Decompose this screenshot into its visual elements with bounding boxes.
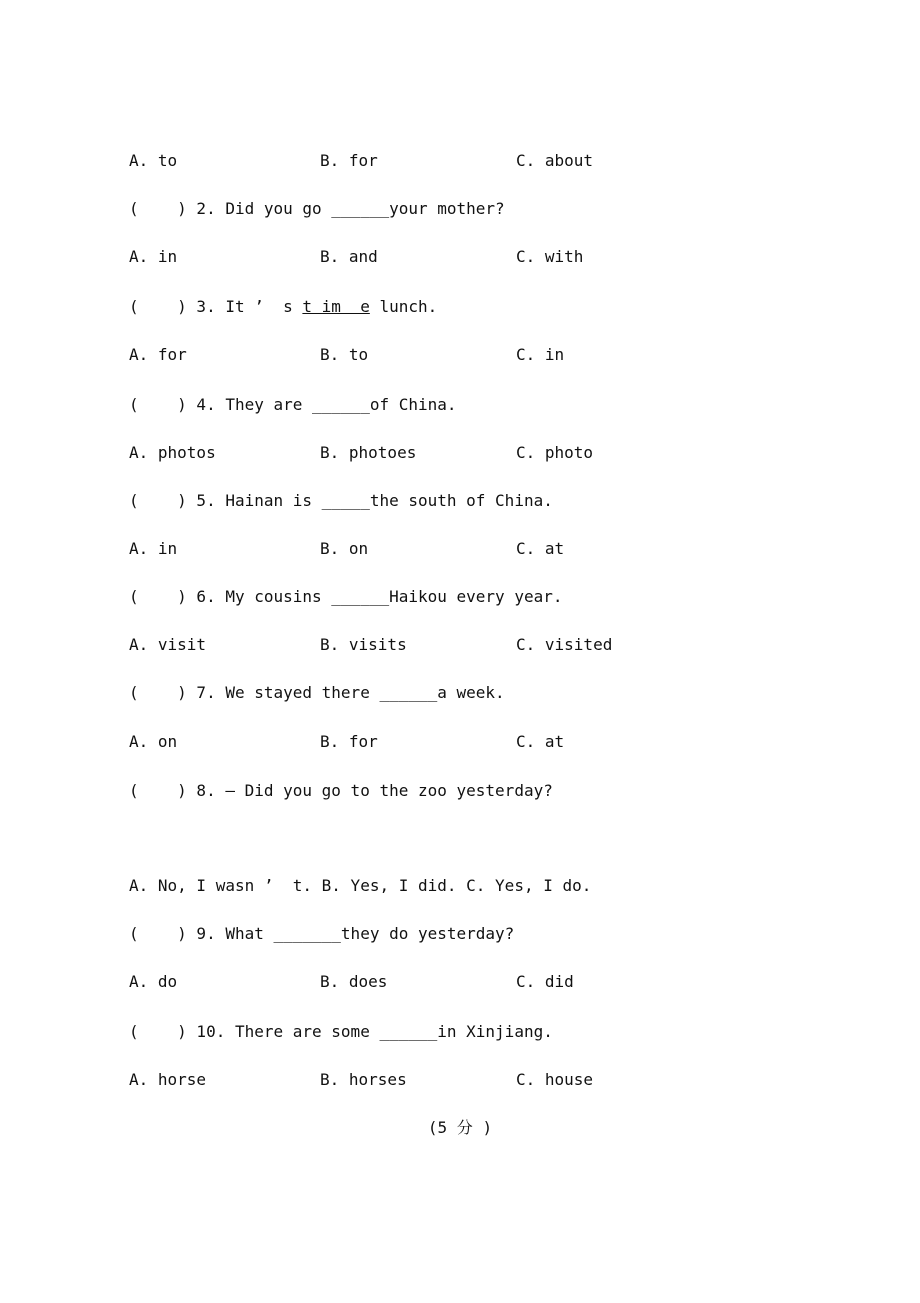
q10-option-b: B. horses <box>320 1070 407 1089</box>
q7-option-b: B. for <box>320 732 378 751</box>
q7-stem: ( ) 7. We stayed there ______a week. <box>129 683 505 702</box>
q7-option-a: A. on <box>129 732 178 751</box>
q4-option-c: C. photo <box>516 443 594 462</box>
q9-option-b: B. does <box>320 972 388 991</box>
q1-option-c: C. about <box>516 151 594 170</box>
q4-option-b: B. photoes <box>320 443 417 462</box>
q1-option-b: B. for <box>320 151 378 170</box>
q9-option-c: C. did <box>516 972 574 991</box>
q6-option-a: A. visit <box>129 635 207 654</box>
q1-option-a: A. to <box>129 151 178 170</box>
q3-stem-pre: ( ) 3. It ’ s <box>129 297 303 316</box>
q4-option-a: A. photos <box>129 443 216 462</box>
q3-stem-underlined: t im e <box>302 297 370 316</box>
q5-option-c: C. at <box>516 539 565 558</box>
q8-options: A. No, I wasn ’ t. B. Yes, I did. C. Yes, I do. <box>129 876 592 895</box>
q9-stem: ( ) 9. What _______they do yesterday? <box>129 924 515 943</box>
q10-stem: ( ) 10. There are some ______in Xinjiang. <box>129 1022 553 1041</box>
q10-option-a: A. horse <box>129 1070 207 1089</box>
q7-option-c: C. at <box>516 732 565 751</box>
q5-stem: ( ) 5. Hainan is _____the south of China. <box>129 491 553 510</box>
section-score: (5 分 ) <box>427 1118 493 1137</box>
q5-option-a: A. in <box>129 539 178 558</box>
q2-option-a: A. in <box>129 247 178 266</box>
q9-option-a: A. do <box>129 972 178 991</box>
q4-stem: ( ) 4. They are ______of China. <box>129 395 457 414</box>
q2-option-b: B. and <box>320 247 378 266</box>
q3-option-a: A. for <box>129 345 187 364</box>
q6-option-b: B. visits <box>320 635 407 654</box>
q2-stem: ( ) 2. Did you go ______your mother? <box>129 199 505 218</box>
q2-option-c: C. with <box>516 247 584 266</box>
q8-stem: ( ) 8. — Did you go to the zoo yesterday? <box>129 781 553 800</box>
q3-stem <box>129 297 437 317</box>
q3-option-c: C. in <box>516 345 565 364</box>
q3-option-b: B. to <box>320 345 369 364</box>
q10-option-c: C. house <box>516 1070 594 1089</box>
q3-stem-post: lunch. <box>369 297 438 316</box>
q5-option-b: B. on <box>320 539 369 558</box>
q6-stem: ( ) 6. My cousins ______Haikou every year. <box>129 587 563 606</box>
q6-option-c: C. visited <box>516 635 613 654</box>
